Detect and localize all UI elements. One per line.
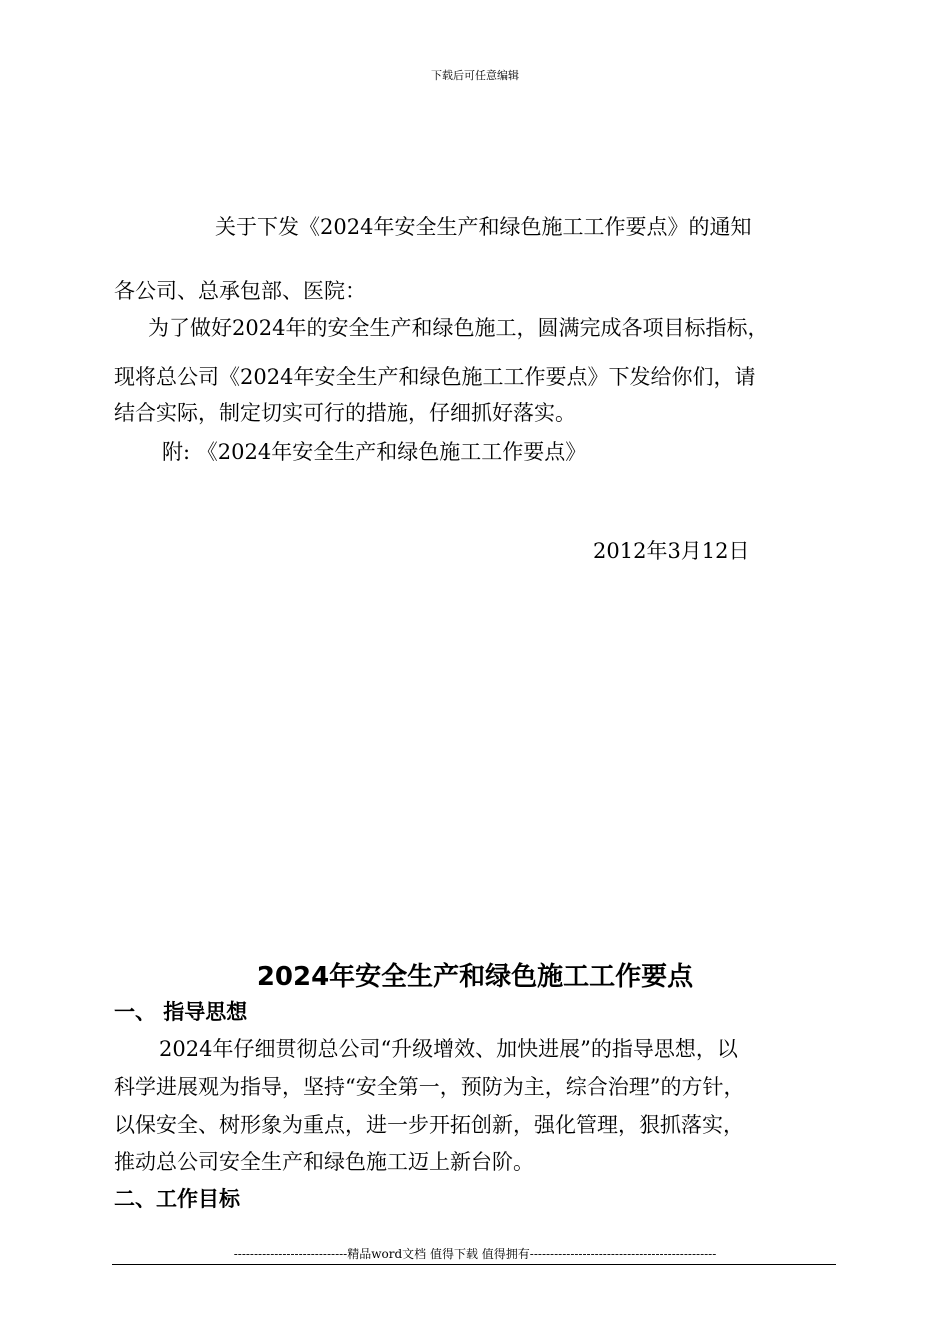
notice-body-line: 现将总公司《2024年安全生产和绿色施工工作要点》下发给你们，请 — [114, 365, 756, 389]
notice-title: 关于下发《2024年安全生产和绿色施工工作要点》的通知 — [215, 215, 752, 239]
header-note: 下载后可任意编辑 — [431, 69, 519, 82]
notice-body-line: 结合实际，制定切实可行的措施，仔细抓好落实。 — [114, 401, 576, 425]
section-heading: 二、工作目标 — [114, 1187, 240, 1211]
section-body-line: 科学进展观为指导，坚持“安全第一，预防为主，综合治理”的方针， — [114, 1075, 745, 1099]
section-body-line: 推动总公司安全生产和绿色施工迈上新台阶。 — [114, 1150, 534, 1174]
section-body-line: 以保安全、树形象为重点，进一步开拓创新，强化管理，狠抓落实， — [114, 1113, 744, 1137]
notice-date: 2012年3月12日 — [593, 539, 750, 563]
notice-attachment: 附: 《2024年安全生产和绿色施工工作要点》 — [162, 440, 587, 464]
footer-text: ----------------------------精品word文档 值得下载 值得拥有---------------------------------------------- — [233, 1247, 717, 1261]
section-heading: 一、 指导思想 — [114, 1000, 248, 1024]
footer-divider — [112, 1264, 836, 1265]
document-title: 2024年安全生产和绿色施工工作要点 — [256, 962, 694, 992]
notice-body-line: 为了做好2024年的安全生产和绿色施工，圆满完成各项目标指标， — [148, 316, 769, 340]
notice-recipients: 各公司、总承包部、医院： — [114, 279, 366, 303]
section-body-line: 2024年仔细贯彻总公司“升级增效、加快进展”的指导思想，以 — [159, 1037, 738, 1061]
